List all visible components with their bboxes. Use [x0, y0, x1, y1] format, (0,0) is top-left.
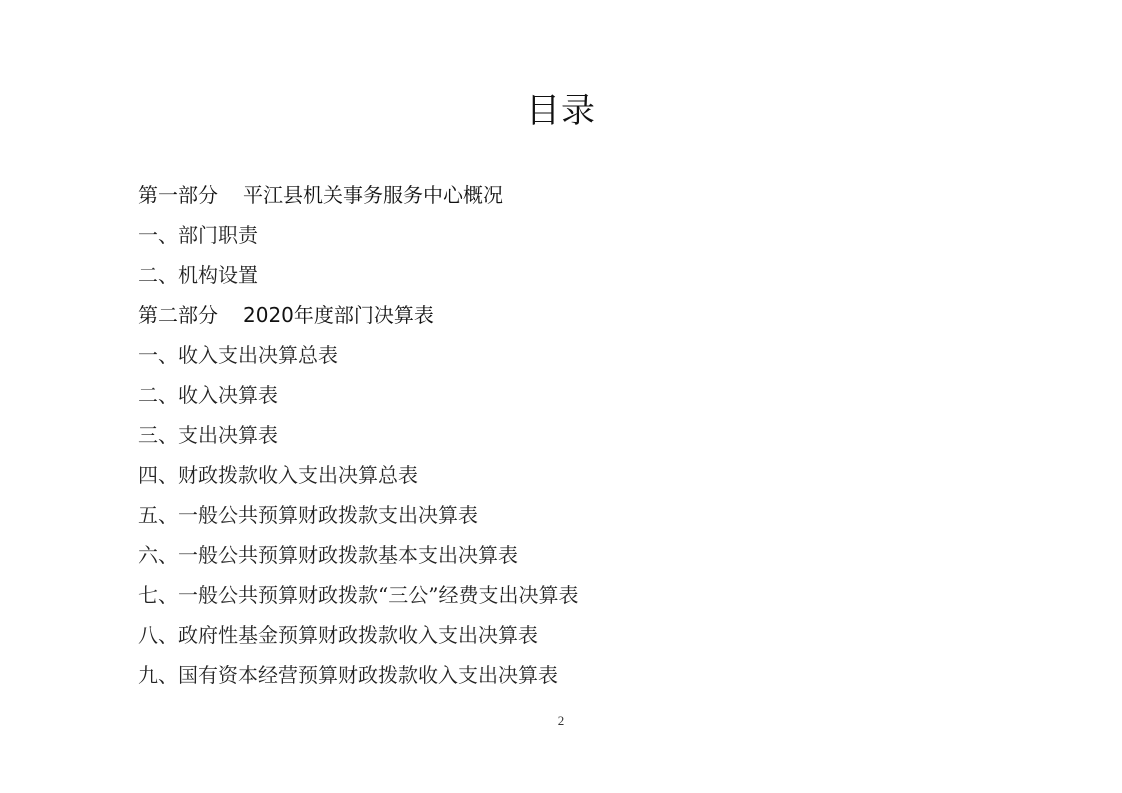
toc-item: 七、一般公共预算财政拨款“三公”经费支出决算表	[138, 583, 579, 607]
toc-item: 一、部门职责	[138, 223, 258, 247]
toc-part-2-title: 2020年度部门决算表	[243, 303, 434, 327]
toc-item: 六、一般公共预算财政拨款基本支出决算表	[138, 543, 518, 567]
page-number: 2	[557, 713, 565, 728]
toc-item: 二、收入决算表	[138, 383, 278, 407]
toc-item: 四、财政拨款收入支出决算总表	[138, 463, 418, 487]
toc-part-1-label: 第一部分	[138, 183, 218, 207]
toc-part-1-title: 平江县机关事务服务中心概况	[243, 183, 503, 207]
table-of-contents	[138, 175, 1018, 695]
toc-item: 五、一般公共预算财政拨款支出决算表	[138, 503, 478, 527]
toc-part-1-heading	[138, 175, 1018, 215]
toc-item: 八、政府性基金预算财政拨款收入支出决算表	[138, 623, 538, 647]
toc-part-2-label: 第二部分	[138, 303, 218, 327]
toc-item: 二、机构设置	[138, 263, 258, 287]
toc-item: 一、收入支出决算总表	[138, 343, 338, 367]
page-title: 目录	[526, 91, 596, 131]
toc-item: 九、国有资本经营预算财政拨款收入支出决算表	[138, 663, 558, 687]
toc-item: 三、支出决算表	[138, 423, 278, 447]
toc-part-2-heading	[138, 295, 1018, 335]
